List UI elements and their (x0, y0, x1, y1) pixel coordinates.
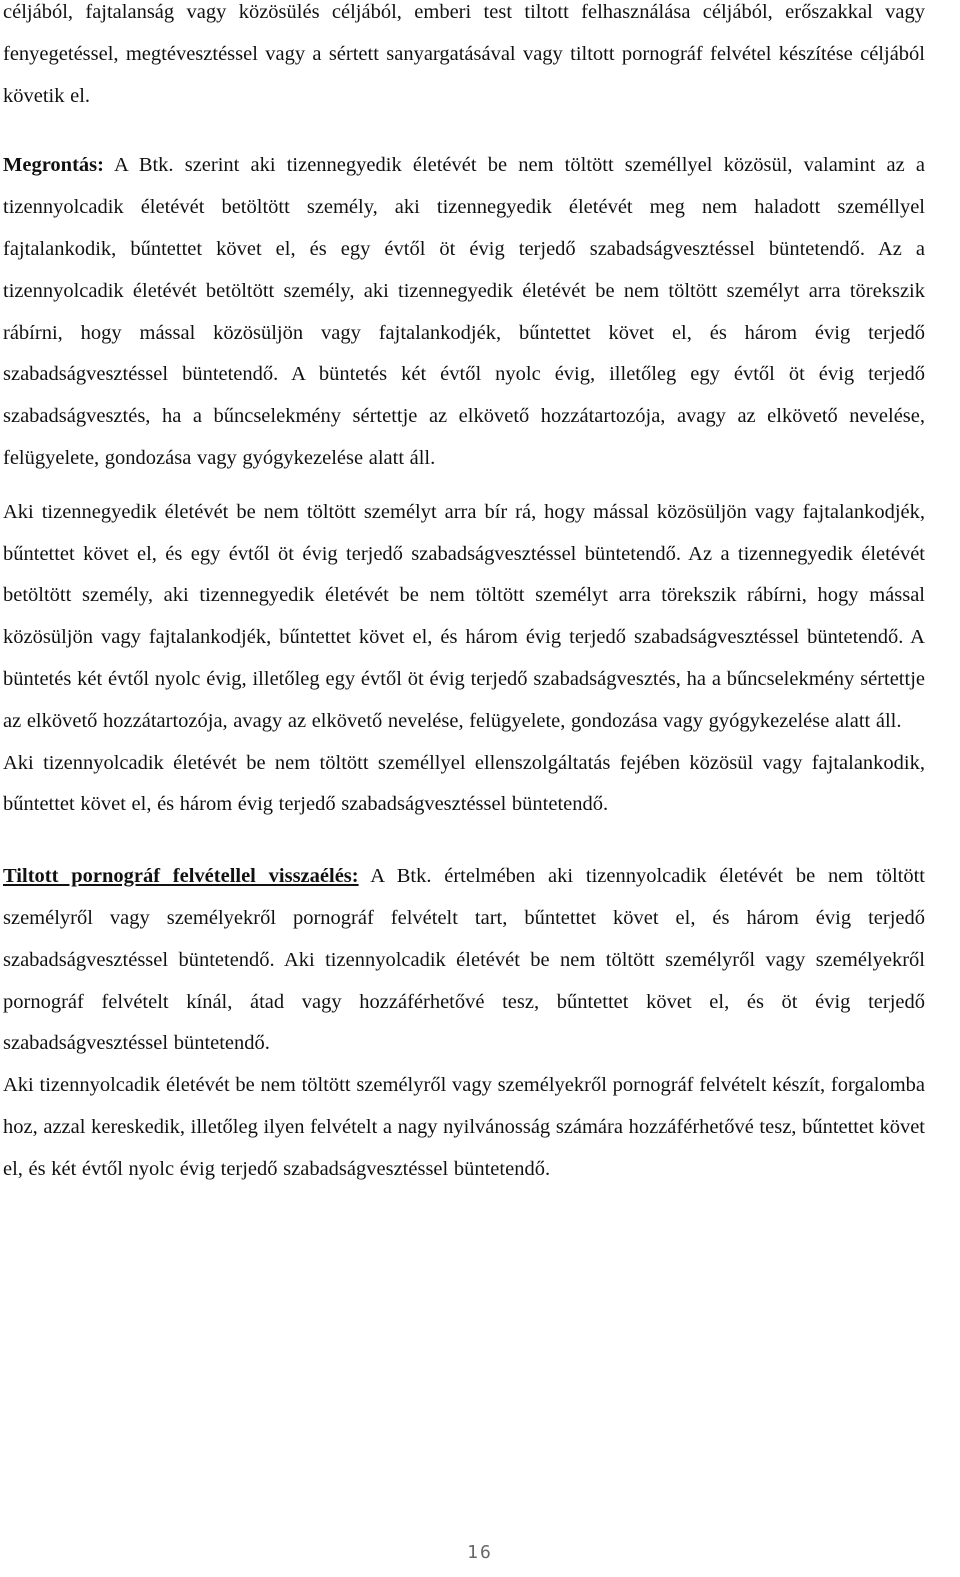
section-heading-megrontas: Megrontás: (3, 154, 104, 177)
section-heading-pornografia: Tiltott pornográf felvétellel visszaélés: (3, 865, 359, 888)
paragraph-continuation: céljából, fajtalanság vagy közösülés céljából, emberi test tiltott felhasználása céljából, erőszakkal vagy fenyegetéssel, megtévesztéssel vagy a sértett sanyargatásával vagy tiltott pornográf felvétel készítése céljából követik el. (3, 1, 925, 107)
paragraph-megrontas (3, 145, 925, 479)
paragraph-pornografia (3, 856, 925, 1065)
paragraph-keszites: Aki tizennyolcadik életévét be nem töltött személyről vagy személyekről pornográf felvételt készít, forgalomba hoz, azzal kereskedik, illetőleg ilyen felvételt a nagy nyilvánosság számára hozzáférhetővé tesz, bűntettet követ el, és két évtől nyolc évig terjedő szabadságvesztéssel büntetendő. (3, 1074, 925, 1180)
page-number: 16 (467, 1542, 493, 1563)
document-body (3, 0, 925, 1191)
paragraph-ellenszolgaltatas: Aki tizennyolcadik életévét be nem töltött személlyel ellenszolgáltatás fejében közösül vagy fajtalankodik, bűntettet követ el, és három évig terjedő szabadságvesztéssel büntetendő. (3, 751, 925, 816)
paragraph-rabiras: Aki tizennegyedik életévét be nem töltött személyt arra bír rá, hogy mással közösüljön vagy fajtalankodjék, bűntettet követ el, és egy évtől öt évig terjedő szabadságvesztéssel büntetendő. Az a tizennegyedik életévét betöltött személy, aki tizennegyedik életévét be nem töltött személyt arra törekszik rábírni, hogy mással közösüljön vagy fajtalankodjék, bűntettet követ el, és három évig terjedő szabadságvesztéssel büntetendő. A büntetés két évtől nyolc évig, illetőleg egy évtől öt évig terjedő szabadságvesztés, ha a bűncselekmény sértettje az elkövető hozzátartozója, avagy az elkövető nevelése, felügyelete, gondozása vagy gyógykezelése alatt áll. (3, 500, 925, 732)
paragraph-pornografia-text: A Btk. értelmében aki tizennyolcadik életévét be nem töltött személyről vagy személyekről pornográf felvételt tart, bűntettet követ el, és három évig terjedő szabadságvesztéssel büntetendő. Aki tizennyolcadik életévét be nem töltött személyről vagy személyekről pornográf felvételt kínál, átad vagy hozzáférhetővé tesz, bűntettet követ el, és öt évig terjedő szabadságvesztéssel büntetendő. (3, 865, 926, 1055)
paragraph-megrontas-text: A Btk. szerint aki tizennegyedik életévét be nem töltött személlyel közösül, valamint az a tizennyolcadik életévét betöltött személy, aki tizennegyedik életévét meg nem haladott személlyel fajtalankodik, bűntettet követ el, és egy évtől öt évig terjedő szabadságvesztéssel büntetendő. Az a tizennyolcadik életévét betöltött személy, aki tizennegyedik életévét be nem töltött személyt arra törekszik rábírni, hogy mással közösüljön vagy fajtalankodjék, bűntettet követ el, és három évig terjedő szabadságvesztéssel büntetendő. A büntetés két évtől nyolc évig, illetőleg egy évtől öt évig terjedő szabadságvesztés, ha a bűncselekmény sértettje az elkövető hozzátartozója, avagy az elkövető nevelése, felügyelete, gondozása vagy gyógykezelése alatt áll. (3, 154, 925, 469)
